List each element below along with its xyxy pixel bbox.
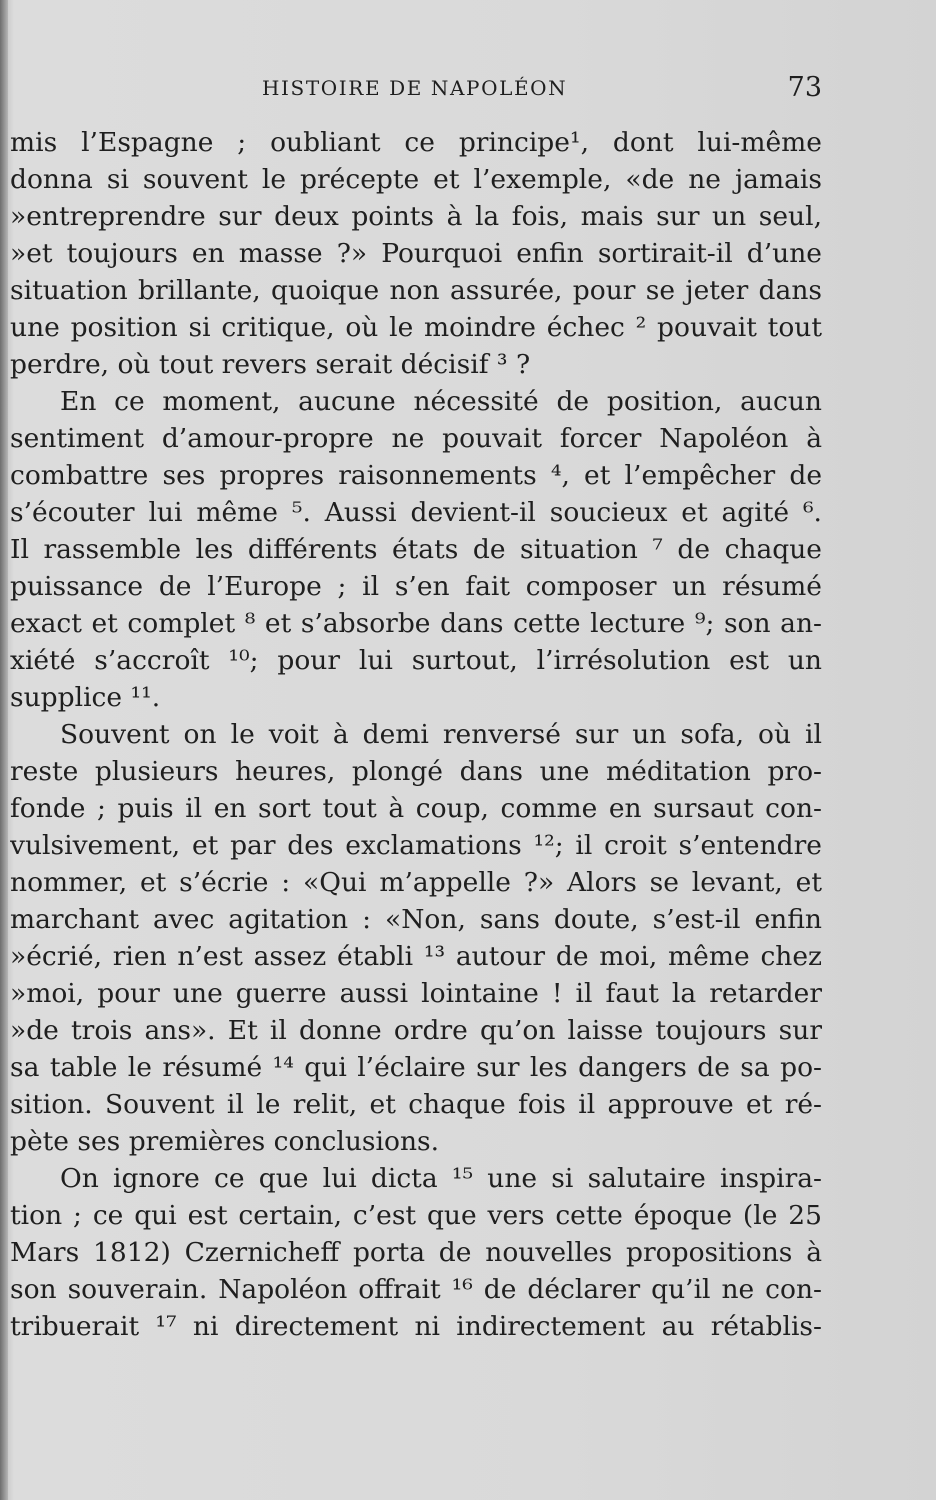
text-line: mis l’Espagne ; oubliant ce principe¹, dont lui-même bbox=[10, 127, 822, 158]
text-line: situation brillante, quoique non assurée, pour se jeter dans bbox=[10, 275, 822, 306]
running-title: HISTOIRE DE NAPOLÉON bbox=[262, 76, 568, 100]
text-line: sa table le résumé ¹⁴ qui l’éclaire sur les dangers de sa po- bbox=[10, 1052, 822, 1083]
text-line: tribuerait ¹⁷ ni directement ni indirectement au rétablis- bbox=[10, 1311, 822, 1342]
text-line: On ignore ce que lui dicta ¹⁵ une si salutaire inspira- bbox=[60, 1163, 822, 1194]
text-line: Mars 1812) Czernicheff porta de nouvelles propositions à bbox=[10, 1237, 822, 1268]
text-line: »écrié, rien n’est assez établi ¹³ autour de moi, même chez bbox=[10, 941, 822, 972]
text-line: Souvent on le voit à demi renversé sur un sofa, où il bbox=[60, 719, 822, 750]
text-line: donna si souvent le précepte et l’exemple, «de ne jamais bbox=[10, 164, 822, 195]
text-line: perdre, où tout revers serait décisif ³ ? bbox=[10, 349, 531, 380]
text-line: vulsivement, et par des exclamations ¹²; il croit s’entendre bbox=[10, 830, 822, 861]
page-number: 73 bbox=[787, 72, 822, 103]
text-line: supplice ¹¹. bbox=[10, 682, 161, 713]
text-line: »moi, pour une guerre aussi lointaine ! il faut la retarder bbox=[10, 978, 822, 1009]
text-line: une position si critique, où le moindre échec ² pouvait tout bbox=[10, 312, 822, 343]
text-line: »entreprendre sur deux points à la fois, mais sur un seul, bbox=[10, 201, 822, 232]
text-line: tion ; ce qui est certain, c’est que vers cette époque (le 25 bbox=[10, 1200, 822, 1231]
text-line: fonde ; puis il en sort tout à coup, comme en sursaut con- bbox=[10, 793, 822, 824]
page-header bbox=[0, 72, 936, 106]
text-line: reste plusieurs heures, plongé dans une méditation pro- bbox=[10, 756, 822, 787]
text-line: sition. Souvent il le relit, et chaque fois il approuve et ré- bbox=[10, 1089, 822, 1120]
body-text bbox=[10, 124, 822, 1345]
text-line: »et toujours en masse ?» Pourquoi enfin sortirait-il d’une bbox=[10, 238, 822, 269]
text-line: xiété s’accroît ¹⁰; pour lui surtout, l’irrésolution est un bbox=[10, 645, 822, 676]
text-line: En ce moment, aucune nécessité de position, aucun bbox=[60, 386, 822, 417]
page-gutter bbox=[0, 0, 8, 1500]
text-line: puissance de l’Europe ; il s’en fait composer un résumé bbox=[10, 571, 822, 602]
text-line: marchant avec agitation : «Non, sans doute, s’est-il enfin bbox=[10, 904, 822, 935]
text-line: pète ses premières conclusions. bbox=[10, 1126, 440, 1157]
text-line: son souverain. Napoléon offrait ¹⁶ de déclarer qu’il ne con- bbox=[10, 1274, 822, 1305]
text-line: Il rassemble les différents états de situation ⁷ de chaque bbox=[10, 534, 822, 565]
text-line: »de trois ans». Et il donne ordre qu’on laisse toujours sur bbox=[10, 1015, 822, 1046]
text-line: nommer, et s’écrie : «Qui m’appelle ?» Alors se levant, et bbox=[10, 867, 822, 898]
text-line: s’écouter lui même ⁵. Aussi devient-il soucieux et agité ⁶. bbox=[10, 497, 822, 528]
text-line: combattre ses propres raisonnements ⁴, et l’empêcher de bbox=[10, 460, 822, 491]
text-line: sentiment d’amour-propre ne pouvait forcer Napoléon à bbox=[10, 423, 822, 454]
text-line: exact et complet ⁸ et s’absorbe dans cette lecture ⁹; son an- bbox=[10, 608, 822, 639]
